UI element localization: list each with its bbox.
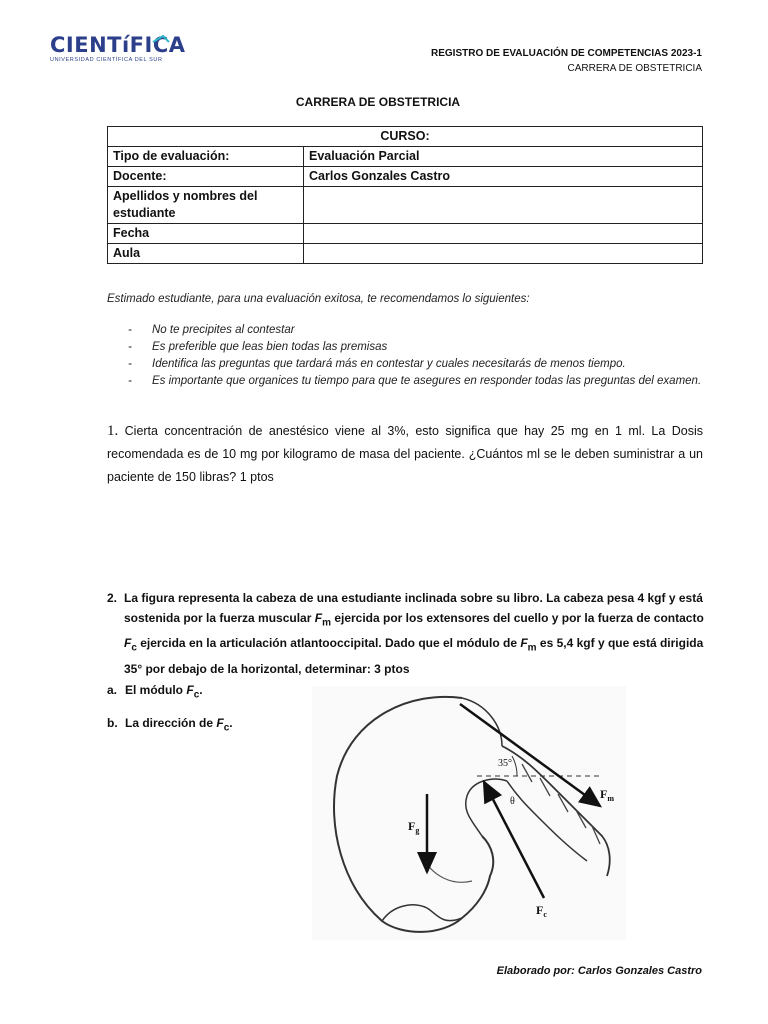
classroom-field[interactable] (304, 244, 703, 264)
header-right (431, 46, 702, 76)
list-item: - No te precipites al contestar (128, 322, 708, 339)
question-number: 2. (107, 591, 118, 605)
course-label: CURSO: (108, 127, 703, 147)
question-number: 1. (107, 423, 119, 439)
logo-accent-icon (151, 34, 171, 44)
logo-subtext: UNIVERSIDAD CIENTÍFICA DEL SUR (50, 57, 163, 63)
table-row (108, 167, 703, 187)
date-field[interactable] (304, 224, 703, 244)
table-label: Docente: (108, 167, 304, 187)
table-value: Carlos Gonzales Castro (304, 167, 703, 187)
logo-text: CIENTíFICA (50, 33, 186, 57)
table-label: Tipo de evaluación: (108, 147, 304, 167)
sub-question-b: b. La dirección de $F_c$. (107, 716, 233, 734)
table-row (108, 244, 703, 264)
question-2 (107, 588, 705, 679)
footer-author: Elaborado por: Carlos Gonzales Castro (496, 965, 702, 977)
table-value: Evaluación Parcial (304, 147, 703, 167)
recommendations-list (128, 322, 708, 390)
table-label: Aula (108, 244, 304, 264)
fc-label: $F_c$ (536, 903, 547, 919)
table-row-course (108, 127, 703, 147)
theta-label: θ (510, 796, 515, 807)
university-logo (50, 33, 186, 64)
fm-label: $F_m$ (600, 787, 615, 803)
table-row (108, 187, 703, 224)
table-row (108, 147, 703, 167)
table-label: Apellidos y nombres del estudiante (108, 187, 304, 224)
list-item: - Identifica las preguntas que tardará más en contestar y cuales necesitarás de menos tiempo. (128, 356, 708, 373)
sub-question-a: a. El módulo $F_c$. (107, 683, 203, 701)
table-label: Fecha (108, 224, 304, 244)
fg-label: $F_g$ (408, 819, 420, 835)
question-1 (107, 420, 703, 489)
page-title: CARRERA DE OBSTETRICIA (295, 95, 461, 109)
list-item: - Es preferible que leas bien todas las premisas (128, 339, 708, 356)
angle-label: 35° (498, 758, 512, 769)
question-text: La figura representa la cabeza de una estudiante inclinada sobre su libro. La cabeza pesa 4 kgf y está sostenida por la fuerza muscular $F_m$ ejercida por los extensores del cuello y por la fuerza de contacto $F_c$ ejercida en la articulación atlantooccipital. Dado que el módulo de $F_m$ es 5,4 kgf y que está dirigida 35° por debajo de la horizontal, determinar: 3 ptos (124, 591, 704, 676)
header-career: CARRERA DE OBSTETRICIA (567, 63, 702, 74)
register-title: REGISTRO DE EVALUACIÓN DE COMPETENCIAS 2023-1 (431, 48, 702, 59)
student-name-field[interactable] (304, 187, 703, 224)
intro-text: Estimado estudiante, para una evaluación exitosa, te recomendamos lo siguientes: (107, 293, 530, 305)
question-text: Cierta concentración de anestésico viene al 3%, esto significa que hay 25 mg en 1 ml. La Dosis recomendada es de 10 mg por kilogramo de masa del paciente. ¿Cuántos ml se le deben suministrar a un paciente de 150 libras? 1 ptos (107, 424, 703, 484)
table-row (108, 224, 703, 244)
info-table (107, 126, 703, 264)
head-force-diagram (312, 686, 626, 940)
list-item: - Es importante que organices tu tiempo para que te asegures en responder todas las preguntas del examen. (128, 373, 708, 390)
